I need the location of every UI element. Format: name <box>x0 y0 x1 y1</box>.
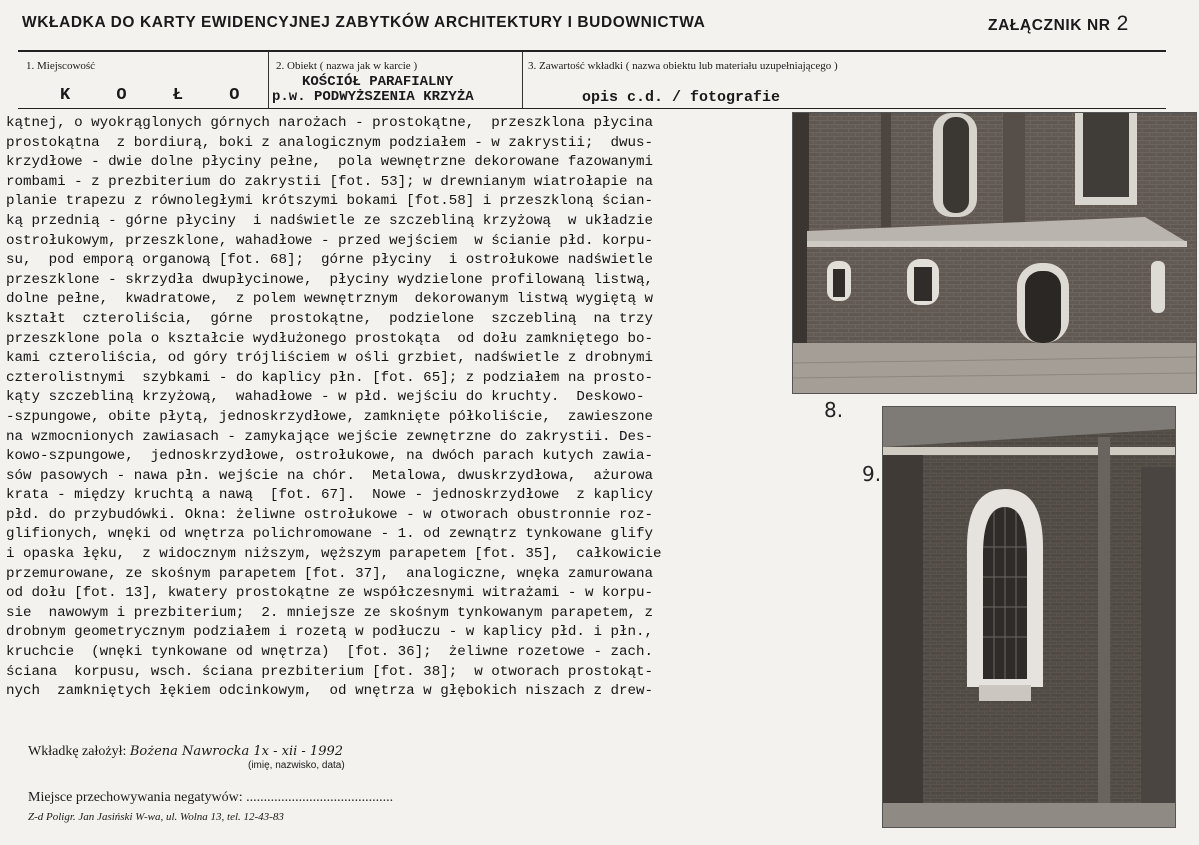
founded-value: Bożena Nawrocka 1x - xii - 1992 <box>129 744 344 759</box>
locality-value: K O Ł O <box>60 86 258 105</box>
description-line: dolne pełne, kwadratowe, z polem wewnętrznym dekorowanym listwą wygiętą w <box>6 291 654 308</box>
negatives-dots: .......................................... <box>246 790 394 805</box>
description-line: nych zamkniętych łękiem odcinkowym, od wnętrza w głębokich niszach z drew- <box>6 683 654 700</box>
description-line: krata - między kruchtą a nawą [fot. 67]. Nowe - jednoskrzydłowe z kaplicy <box>6 487 654 504</box>
description-line: kruchcie (wnęki tynkowane od wnętrza) [fot. 36]; żeliwne rozetowe - zach. <box>6 644 654 661</box>
photo1-number: 8. <box>824 398 844 422</box>
content-label: 3. Zawartość wkładki ( nazwa obiektu lub materiału uzupełniającego ) <box>528 60 838 72</box>
object-label: 2. Obiekt ( nazwa jak w karcie ) <box>276 60 418 72</box>
object-value-line2: p.w. PODWYŻSZENIA KRZYŻA <box>272 89 474 105</box>
founded-label: Wkładkę założył: <box>28 744 127 759</box>
description-line: rombami - z prezbiterium do zakrystii [fot. 53]; w drewnianym wiatrołapie na <box>6 173 654 190</box>
description-line: na wzmocnionych zawiasach - zamykające wejście zewnętrzne do zakrystii. Des- <box>6 428 654 445</box>
annex-label <box>988 12 1129 36</box>
founded-line <box>28 744 343 760</box>
description-line: czterolistnymi szybkami - do kaplicy płn. [fot. 65]; z podziałem na prosto- <box>6 369 654 386</box>
photo2-number: 9. <box>862 462 882 486</box>
description-line: ściana korpusu, wsch. ściana prezbiterium [fot. 38]; w otworach prostokąt- <box>6 663 654 680</box>
description-line: ostrołukowym, przeszklone, wahadłowe - przed wejściem w ścianie płd. korpu- <box>6 232 654 249</box>
content-value: opis c.d. / fotografie <box>582 89 781 106</box>
fields-rule <box>18 108 1166 109</box>
locality-label: 1. Miejscowość <box>26 60 96 72</box>
field-separator <box>522 52 523 108</box>
description-line: -szpungowe, obite płytą, jednoskrzydłowe, zamknięte półkoliście, zawieszone <box>6 408 654 425</box>
description-text <box>6 114 788 702</box>
field-separator <box>268 52 269 108</box>
description-line: kąty szczebliną krzyżową, wahadłowe - w płd. wejściu do kruchty. Deskowo- <box>6 389 645 406</box>
description-line: krzydłowe - dwie dolne płyciny pełne, pola wewnętrzne dekorowane fazowanymi <box>6 154 654 171</box>
description-line: ką przednią - górne płyciny i nadświetle ze szczebliną krzyżową w układzie <box>6 212 654 229</box>
description-line: kątnej, o wyokrąglonych górnych narożach - prostokątne, przeszklona płycina <box>6 115 654 131</box>
annex-number: 2 <box>1116 12 1129 35</box>
negatives-line <box>28 790 393 806</box>
description-line: sów pasowych - nawa płn. wejście na chór. Metalowa, dwuskrzydłowa, ażurowa <box>6 467 654 484</box>
photo-exterior-chapel <box>792 112 1197 394</box>
description-line: kowo-szpungowe, jednoskrzydłowe, ostrołukowe, na dwóch parach kutych zawia- <box>6 448 654 465</box>
description-line: kami czteroliścia, od góry trójliściem w ośli grzbiet, nadświetle z drobnymi <box>6 350 654 367</box>
founded-subtitle: (imię, nazwisko, data) <box>248 760 345 771</box>
header-rule <box>18 50 1166 52</box>
description-line: i opaska łęku, z widocznym niższym, węższym parapetem [fot. 35], całkowicie <box>6 546 662 563</box>
description-line: sie nawowym i prezbiterium; 2. mniejsze ze skośnym tynkowanym parapetem, z <box>6 604 654 621</box>
negatives-label: Miejsce przechowywania negatywów: <box>28 790 243 805</box>
photo-window-wall <box>882 406 1176 828</box>
description-line: przeszklone pola o kształcie wydłużonego prostokąta od dołu zamkniętego bo- <box>6 330 654 347</box>
object-value-line1: KOŚCIÓŁ PARAFIALNY <box>302 74 454 90</box>
description-line: prostokątna z bordiurą, boki z analogicznym podziałem - w zakrystii; dwus- <box>6 134 654 151</box>
description-line: planie trapezu z równoległymi krótszymi bokami [fot.58] i przeszkloną ścian- <box>6 193 654 210</box>
printer-imprint: Z-d Poligr. Jan Jasiński W-wa, ul. Wolna 13, tel. 12-43-83 <box>28 811 284 823</box>
description-line: su, pod emporą organową [fot. 68]; górne płyciny i ostrołukowe nadświetle <box>6 252 654 269</box>
description-line: przeszklone - skrzydła dwupłycinowe, płyciny wydzielone profilowaną listwą, <box>6 271 654 288</box>
annex-label-text: ZAŁĄCZNIK NR <box>988 17 1111 34</box>
description-line: drobnym geometrycznym podziałem i rozetą w podłuczu - w kaplicy płd. i płn., <box>6 624 654 641</box>
photo-exterior-chapel-image <box>793 113 1196 393</box>
description-line: płd. do przybudówki. Okna: żeliwne ostrołukowe - w otworach obustronnie roz- <box>6 506 654 523</box>
description-line: przemurowane, ze skośnym parapetem [fot. 37], analogiczne, wnęka zamurowana <box>6 565 654 582</box>
description-line: kształt czteroliścia, górne prostokątne, podzielone szczebliną na trzy <box>6 310 654 327</box>
description-line: od dołu [fot. 13], kwatery prostokątne ze współczesnymi witrażami - w korpu- <box>6 585 654 602</box>
document-title: WKŁADKA DO KARTY EWIDENCYJNEJ ZABYTKÓW ARCHITEKTURY I BUDOWNICTWA <box>22 14 706 31</box>
photo-window-wall-image <box>883 407 1175 827</box>
description-line: glifionych, wnęki od wnętrza polichromowane - 1. od zewnątrz tynkowane glify <box>6 526 654 543</box>
